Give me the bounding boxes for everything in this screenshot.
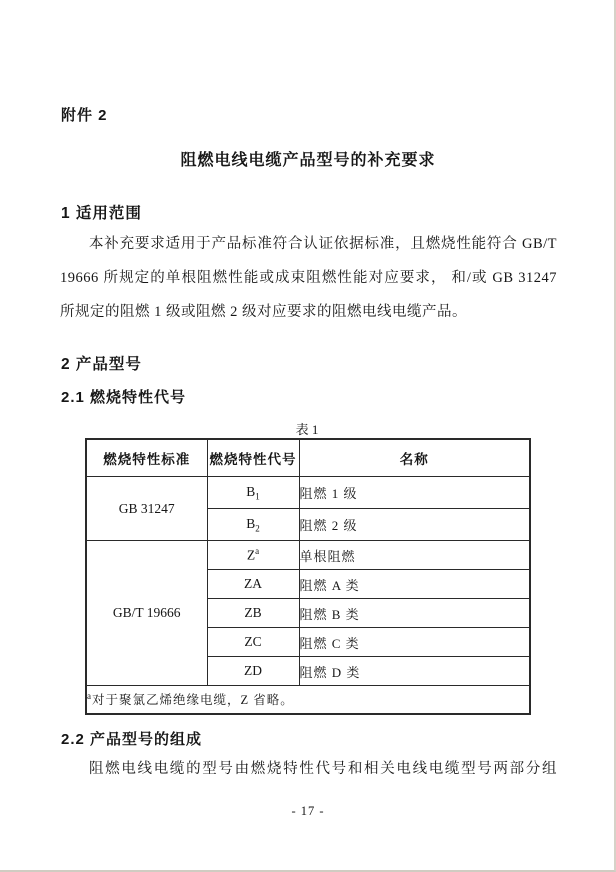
paragraph-line: 本补充要求适用于产品标准符合认证依据标准，且燃烧性能符合 GB/T [89,236,557,252]
paragraph-line: 19666 所规定的单根阻燃性能或成束阻燃性能对应要求， 和/或 GB 31247 [60,270,557,286]
section-2-2-heading: 2.2 产品型号的组成 [61,731,203,748]
header-cell-standard: 燃烧特性标准 [86,439,207,477]
page-number: - 17 - [291,804,325,818]
footnote-text: 对于聚氯乙烯绝缘电缆，Z 省略。 [92,693,294,708]
code-subscript: 1 [255,491,260,502]
cell-code-zb: ZB [207,599,299,628]
section-1-heading: 1 适用范围 [61,205,142,222]
cell-code-b2 [207,509,299,541]
cell-name: 阻燃 1 级 [299,477,530,509]
cell-name: 阻燃 B 类 [299,599,530,628]
cell-name: 阻燃 A 类 [299,570,530,599]
table-row [86,541,530,570]
cell-name: 阻燃 D 类 [299,657,530,686]
code-subscript: 2 [255,523,260,534]
code-text: Z [246,547,256,563]
cell-name: 单根阻燃 [299,541,530,570]
table-header-row [86,439,530,477]
cell-standard-gb31247: GB 31247 [86,477,207,541]
cell-name: 阻燃 2 级 [299,509,530,541]
cell-code-za: ZA [207,570,299,599]
cell-standard-gbt19666: GB/T 19666 [86,541,207,686]
cell-name: 阻燃 C 类 [299,628,530,657]
paragraph-line: 所规定的阻燃 1 级或阻燃 2 级对应要求的阻燃电线电缆产品。 [60,304,467,320]
code-superscript: a [255,546,260,557]
table-1-caption: 表 1 [295,422,319,437]
header-cell-name: 名称 [299,439,530,477]
table-footnote [86,686,530,714]
section-1-paragraph [60,227,557,329]
section-2-heading: 2 产品型号 [61,356,142,373]
cell-code-zc: ZC [207,628,299,657]
code-text: B [246,483,256,499]
cell-code-b1 [207,477,299,509]
section-2-1-heading: 2.1 燃烧特性代号 [61,389,187,406]
cell-code-zd: ZD [207,657,299,686]
document-title: 阻燃电线电缆产品型号的补充要求 [180,152,436,169]
section-2-2-paragraph: 阻燃电线电缆的型号由燃烧特性代号和相关电线电缆型号两部分组 [89,761,557,777]
cell-code-z [207,541,299,570]
table-row [86,477,530,509]
table-footnote-row [86,686,530,714]
footnote-marker: a [87,691,92,702]
header-cell-code: 燃烧特性代号 [207,439,299,477]
attachment-label: 附件 2 [61,107,108,124]
code-text: B [246,515,256,531]
table-1 [85,438,531,715]
